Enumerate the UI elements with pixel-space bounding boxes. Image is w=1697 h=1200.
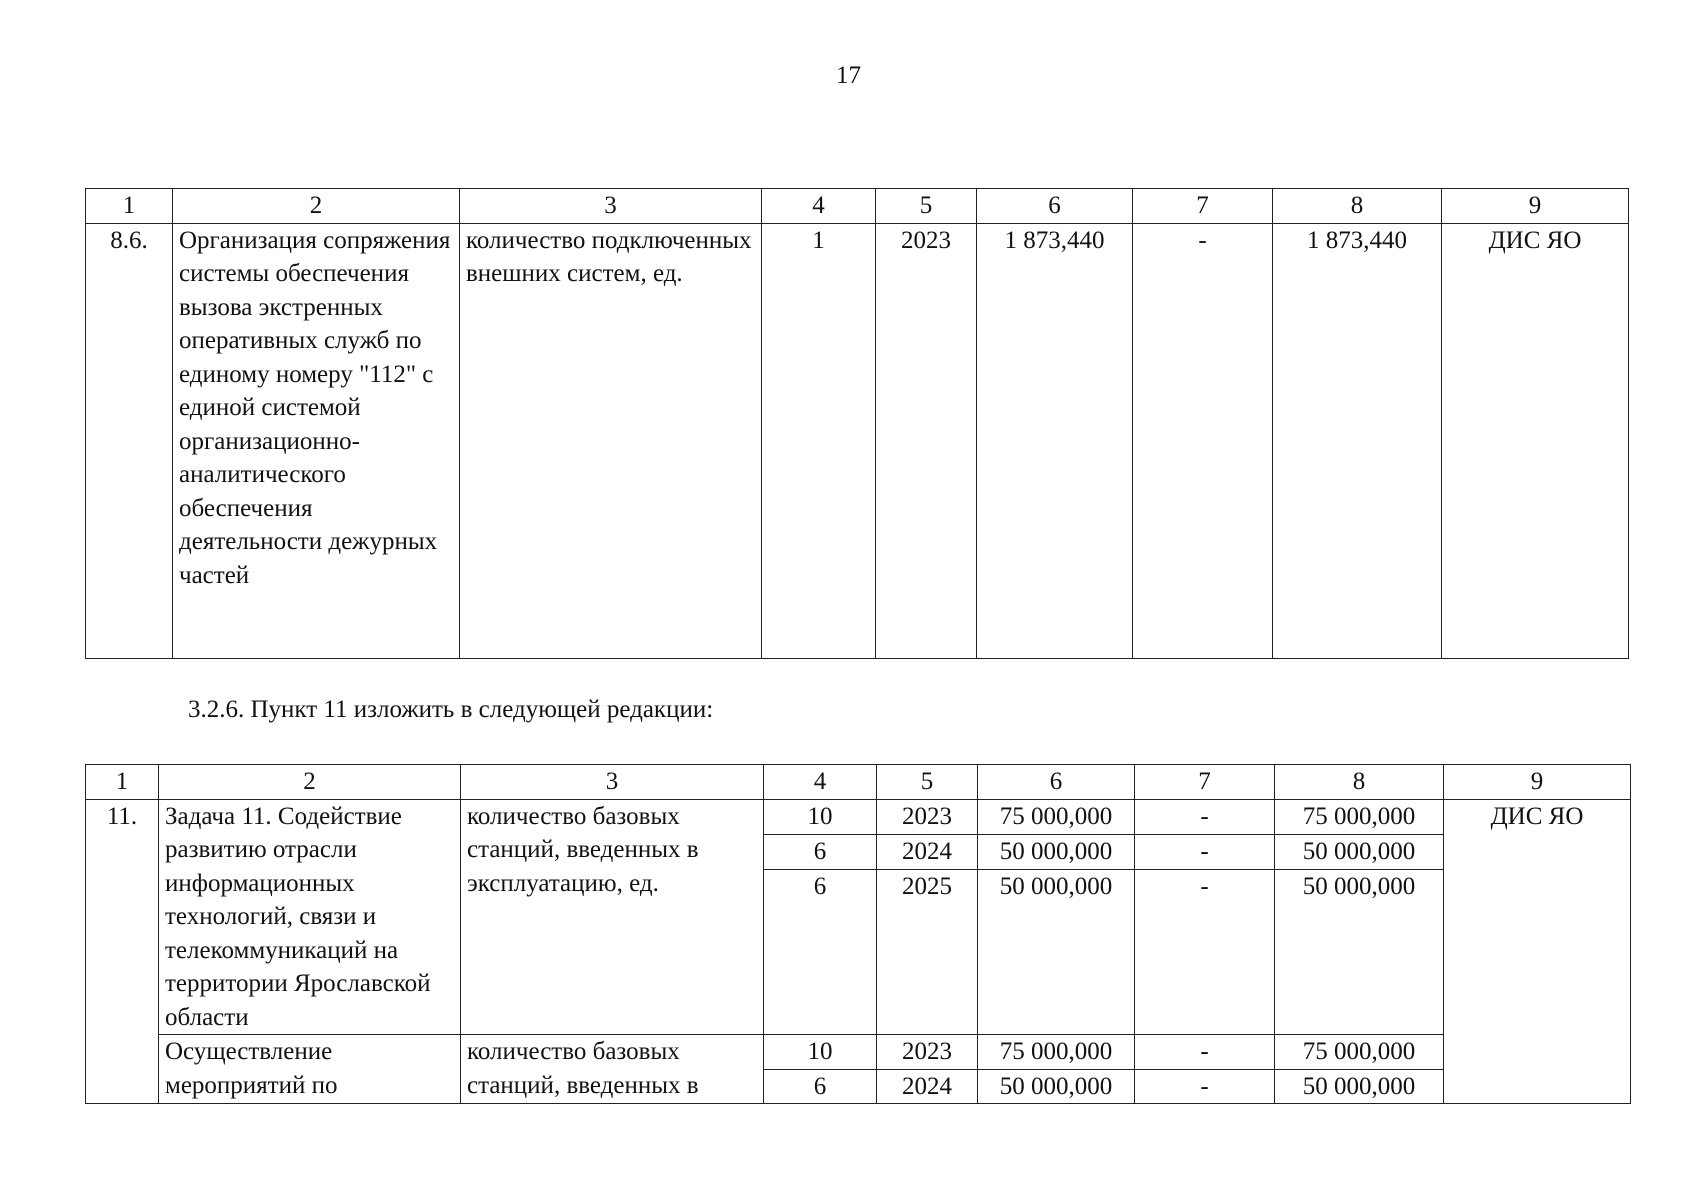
column-header: 6 xyxy=(978,765,1135,800)
activity-name: Осуществление мероприятий по xyxy=(159,1035,461,1104)
funding-regional: 75 000,000 xyxy=(1275,1035,1444,1070)
funding-total: 50 000,000 xyxy=(978,870,1135,1035)
column-header: 2 xyxy=(173,189,460,224)
indicator-value: 6 xyxy=(764,1069,877,1104)
column-header: 2 xyxy=(159,765,461,800)
column-header: 4 xyxy=(764,765,877,800)
column-header: 9 xyxy=(1442,189,1629,224)
table-item-11 xyxy=(85,764,1631,1104)
column-header: 4 xyxy=(762,189,876,224)
indicator-name: количество базовых станций, введенных в эксплуатацию, ед. xyxy=(461,799,764,1035)
column-header: 6 xyxy=(977,189,1133,224)
task-name: Задача 11. Содействие развитию отрасли информационных технологий, связи и телекоммуникаций на территории Ярославской области xyxy=(159,799,461,1035)
row-number: 8.6. xyxy=(86,223,173,658)
instruction-text: 3.2.6. Пункт 11 изложить в следующей редакции: xyxy=(188,696,714,723)
indicator-name: количество подключенных внешних систем, ед. xyxy=(460,223,762,658)
table-row xyxy=(86,799,1631,834)
indicator-name: количество базовых станций, введенных в xyxy=(461,1035,764,1104)
funding-federal: - xyxy=(1133,223,1273,658)
indicator-value: 10 xyxy=(764,799,877,834)
year: 2023 xyxy=(877,799,978,834)
indicator-value: 10 xyxy=(764,1035,877,1070)
funding-total: 50 000,000 xyxy=(978,834,1135,869)
table-header-row xyxy=(86,189,1629,224)
table-item-8-6 xyxy=(85,188,1629,659)
column-header: 7 xyxy=(1135,765,1275,800)
table-row xyxy=(86,223,1629,658)
funding-regional: 50 000,000 xyxy=(1275,834,1444,869)
year: 2024 xyxy=(877,1069,978,1104)
year: 2024 xyxy=(877,834,978,869)
indicator-value: 1 xyxy=(762,223,876,658)
funding-federal: - xyxy=(1135,1035,1275,1070)
indicator-value: 6 xyxy=(764,834,877,869)
funding-total: 50 000,000 xyxy=(978,1069,1135,1104)
table-header-row xyxy=(86,765,1631,800)
funding-regional: 75 000,000 xyxy=(1275,799,1444,834)
row-number: 11. xyxy=(86,799,159,1104)
column-header: 3 xyxy=(461,765,764,800)
column-header: 3 xyxy=(460,189,762,224)
column-header: 5 xyxy=(876,189,977,224)
column-header: 8 xyxy=(1273,189,1442,224)
funding-regional: 1 873,440 xyxy=(1273,223,1442,658)
funding-federal: - xyxy=(1135,870,1275,1035)
executor: ДИС ЯО xyxy=(1442,223,1629,658)
executor: ДИС ЯО xyxy=(1444,799,1631,1104)
indicator-value: 6 xyxy=(764,870,877,1035)
page-number: 17 xyxy=(836,62,861,89)
funding-total: 1 873,440 xyxy=(977,223,1133,658)
funding-federal: - xyxy=(1135,1069,1275,1104)
column-header: 1 xyxy=(86,765,159,800)
activity-name: Организация сопряжения системы обеспечения вызова экстренных оперативных служб по единому номеру "112" с единой системой организационно-аналитического обеспечения деятельности дежурных частей xyxy=(173,223,460,658)
column-header: 7 xyxy=(1133,189,1273,224)
funding-total: 75 000,000 xyxy=(978,799,1135,834)
table-row xyxy=(86,1035,1631,1070)
funding-regional: 50 000,000 xyxy=(1275,870,1444,1035)
year: 2025 xyxy=(877,870,978,1035)
column-header: 8 xyxy=(1275,765,1444,800)
funding-total: 75 000,000 xyxy=(978,1035,1135,1070)
funding-regional: 50 000,000 xyxy=(1275,1069,1444,1104)
column-header: 1 xyxy=(86,189,173,224)
year: 2023 xyxy=(877,1035,978,1070)
year: 2023 xyxy=(876,223,977,658)
column-header: 5 xyxy=(877,765,978,800)
column-header: 9 xyxy=(1444,765,1631,800)
funding-federal: - xyxy=(1135,799,1275,834)
funding-federal: - xyxy=(1135,834,1275,869)
